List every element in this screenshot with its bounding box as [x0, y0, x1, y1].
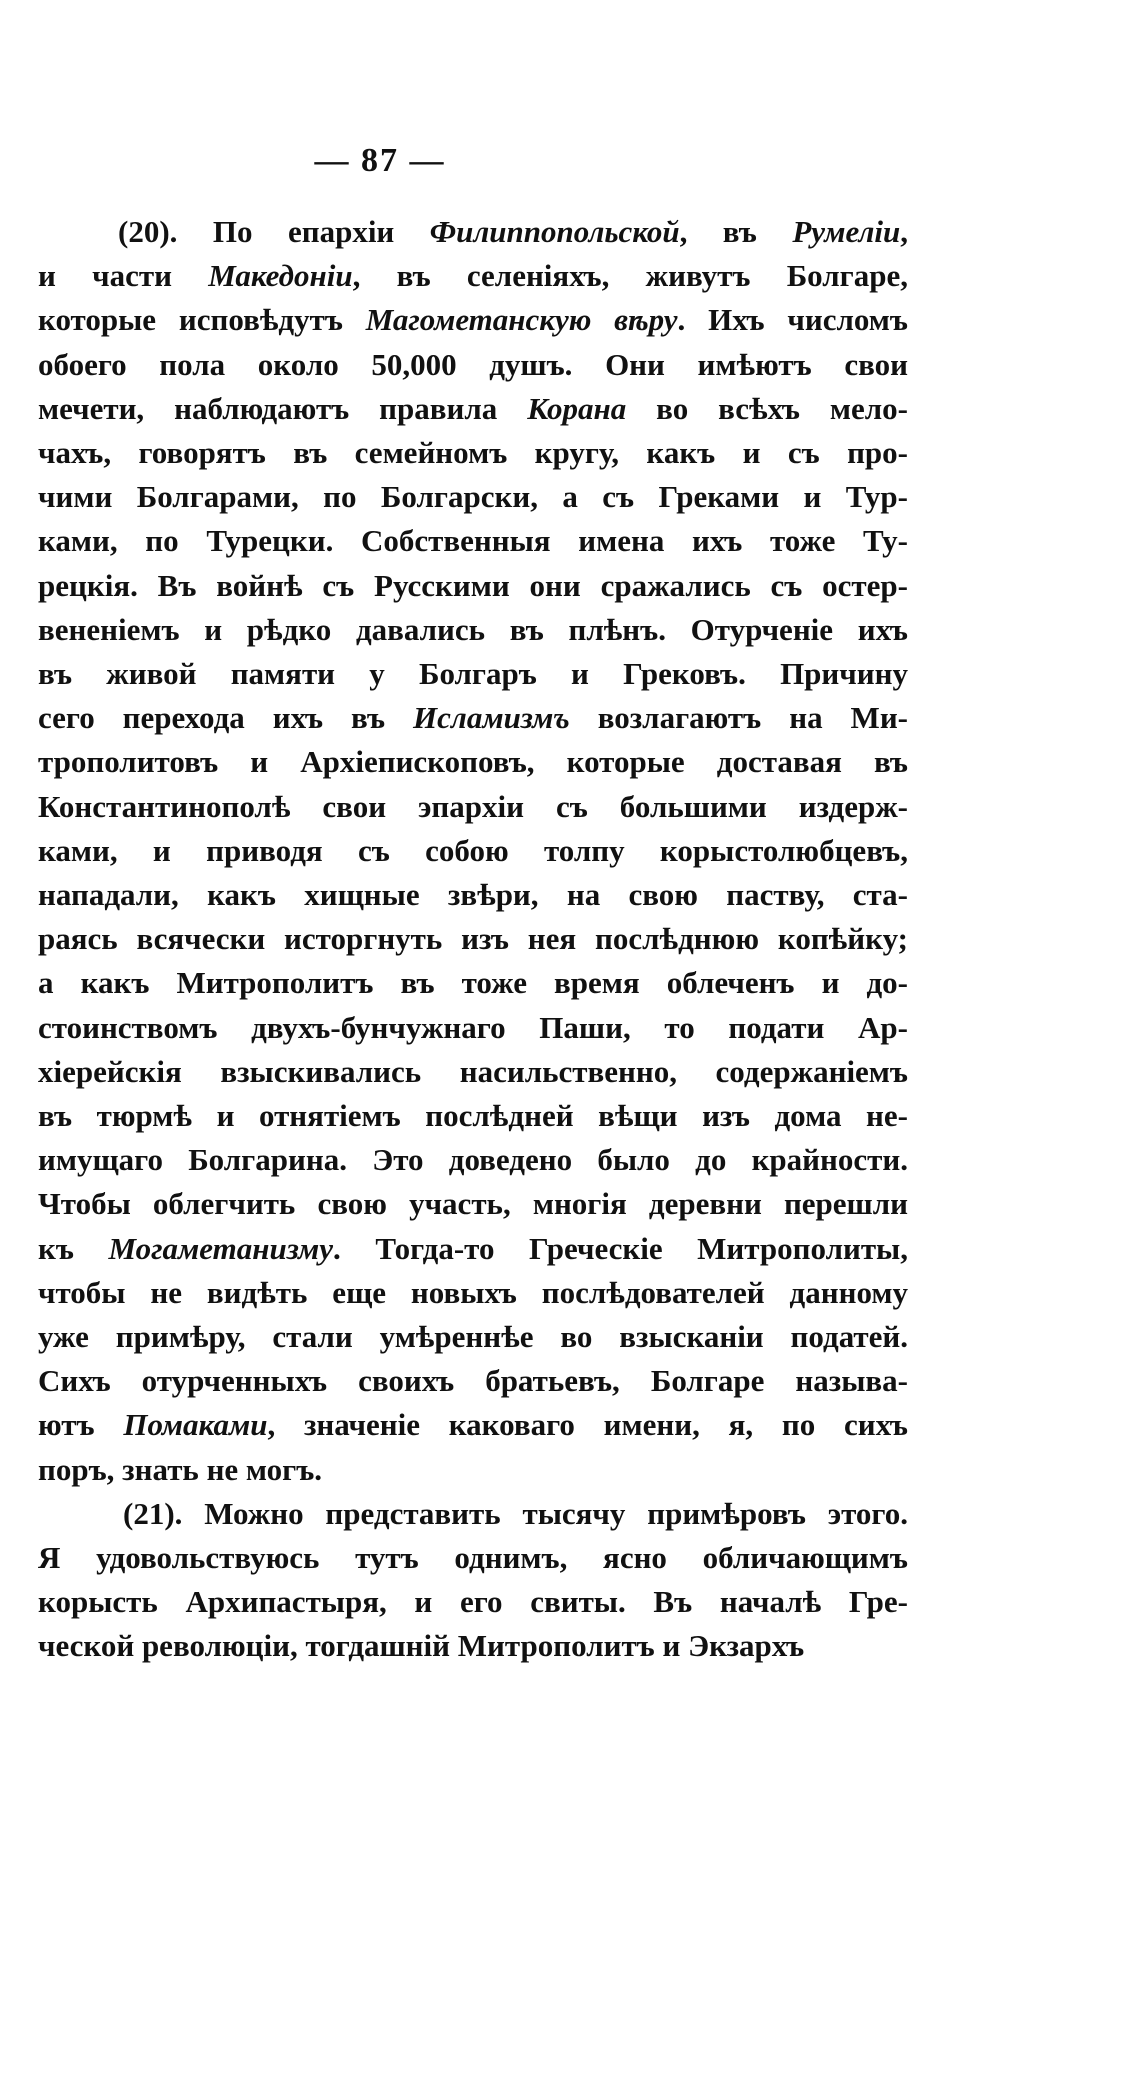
- text-run: чтобы не видѣть еще новыхъ послѣдователей данному: [38, 1274, 908, 1310]
- italic-term: Румеліи: [792, 214, 901, 249]
- italic-term: Исламизмъ: [413, 700, 570, 736]
- text-run: обоего пола около 50,000 душъ. Они имѣютъ свои: [38, 346, 908, 382]
- text-line: [38, 654, 908, 694]
- text-line: [38, 1405, 908, 1445]
- text-line: [38, 1494, 908, 1534]
- text-line: [38, 742, 908, 782]
- text-run: ками, по Турецки. Собственныя имена ихъ тоже Ту-: [38, 523, 908, 559]
- page-number: — 87 —: [314, 142, 446, 179]
- text-line: [38, 1008, 908, 1048]
- text-line: [38, 1538, 908, 1578]
- text-run: сего перехода ихъ въ: [38, 700, 414, 736]
- text-run: уже примѣру, стали умѣреннѣе во взысканіи податей.: [38, 1319, 908, 1354]
- italic-term: Могаметанизму: [108, 1230, 334, 1266]
- text-run: (21). Можно представить тысячу примѣровъ этого.: [123, 1495, 908, 1531]
- text-line: [38, 610, 908, 650]
- text-line: [38, 1450, 908, 1490]
- text-run: въ живой памяти у Болгаръ и Грековъ. Причину: [38, 656, 908, 691]
- text-run: , значеніе каковаго имени, я, по сихъ: [267, 1407, 908, 1443]
- text-run: корысть Архипастыря, и его свиты. Въ началѣ Гре-: [38, 1584, 908, 1620]
- text-line: [38, 1184, 908, 1224]
- text-run: ,: [900, 214, 908, 249]
- text-line: [38, 256, 908, 296]
- text-run: въ тюрмѣ и отнятіемъ послѣдней вѣщи изъ дома не-: [38, 1098, 908, 1133]
- text-run: которые исповѣдутъ: [38, 302, 366, 338]
- text-line: [38, 300, 908, 340]
- text-run: и части: [38, 258, 209, 294]
- text-line: [38, 698, 908, 738]
- text-run: , въ: [679, 214, 793, 249]
- text-run: рецкія. Въ войнѣ съ Русскими они сражались съ остер-: [38, 567, 908, 603]
- text-line: [38, 875, 908, 915]
- text-run: . Ихъ числомъ: [677, 302, 908, 338]
- italic-term: Филиппопольской: [429, 214, 680, 249]
- text-run: Сихъ отурченныхъ своихъ братьевъ, Болгаре называ-: [38, 1363, 908, 1399]
- text-line: [38, 1582, 908, 1622]
- text-run: трополитовъ и Архіепископовъ, которые доставая въ: [38, 744, 908, 780]
- text-line: [38, 389, 908, 429]
- text-run: чахъ, говорятъ въ семейномъ кругу, какъ и съ про-: [38, 435, 908, 470]
- text-run: стоинствомъ двухъ-бунчужнаго Паши, то подати Ар-: [38, 1009, 908, 1045]
- text-line: [38, 566, 908, 606]
- text-run: нападали, какъ хищные звѣри, на свою паству, ста-: [38, 877, 908, 912]
- text-line: [38, 212, 908, 252]
- text-line: [38, 1096, 908, 1136]
- text-line: [38, 1361, 908, 1401]
- text-run: Я удовольствуюсь тутъ однимъ, ясно обличающимъ: [38, 1540, 908, 1575]
- text-run: ческой революціи, тогдашній Митрополитъ и Экзархъ: [38, 1628, 805, 1664]
- text-line: [38, 345, 908, 385]
- text-line: [38, 433, 908, 473]
- text-line: [38, 963, 908, 1003]
- text-run: возлагаютъ на Ми-: [569, 700, 908, 736]
- text-line: [38, 1140, 908, 1180]
- text-run: вененіемъ и рѣдко давались въ плѣнъ. Отурченіе ихъ: [38, 611, 908, 647]
- italic-term: Магометанскую вѣру: [365, 302, 678, 338]
- text-run: имущаго Болгарина. Это доведено было до крайности.: [38, 1142, 908, 1178]
- text-line: [38, 1052, 908, 1092]
- text-run: чими Болгарами, по Болгарски, а съ Греками и Тур-: [38, 479, 908, 515]
- text-run: во всѣхъ мело-: [626, 390, 908, 426]
- italic-term: Корана: [527, 390, 627, 426]
- text-line: [38, 1317, 908, 1357]
- text-line: [38, 919, 908, 959]
- text-line: [38, 477, 908, 517]
- text-line: [38, 831, 908, 871]
- text-run: . Тогда-то Греческіе Митрополиты,: [333, 1230, 909, 1266]
- text-line: [38, 521, 908, 561]
- text-run: къ: [38, 1230, 109, 1266]
- text-run: поръ, знать не могъ.: [38, 1451, 323, 1487]
- italic-term: Помаками: [123, 1407, 268, 1443]
- text-run: а какъ Митрополитъ въ тоже время облеченъ и до-: [38, 965, 908, 1001]
- text-run: (20). По епархіи: [118, 214, 430, 249]
- text-run: ками, и приводя съ собою толпу корыстолюбцевъ,: [38, 832, 908, 868]
- text-line: [38, 1229, 908, 1269]
- text-line: [38, 1273, 908, 1313]
- text-run: раясь всячески исторгнуть изъ нея послѣднюю копѣйку;: [38, 921, 908, 957]
- italic-term: Македоніи: [208, 258, 353, 294]
- text-run: , въ селеніяхъ, живутъ Болгаре,: [352, 258, 908, 294]
- text-run: Константинополѣ свои эпархіи съ большими издерж-: [38, 788, 908, 824]
- text-line: [38, 787, 908, 827]
- text-run: мечети, наблюдаютъ правила: [38, 390, 528, 426]
- text-run: Чтобы облегчить свою участь, многія деревни перешли: [38, 1186, 908, 1222]
- text-line: [38, 1626, 908, 1666]
- text-run: хіерейскія взыскивались насильственно, содержаніемъ: [38, 1053, 908, 1089]
- text-run: ютъ: [38, 1407, 124, 1443]
